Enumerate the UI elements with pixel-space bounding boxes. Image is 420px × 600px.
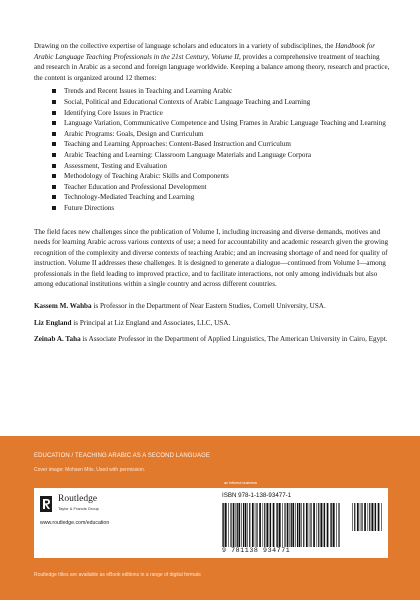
ebook-note: Routledge titles are available as eBook editions in a range of digital formats bbox=[34, 572, 201, 578]
author-name: Liz England bbox=[34, 318, 72, 327]
theme-item: Arabic Teaching and Learning: Classroom Language Materials and Language Corpora bbox=[52, 150, 390, 161]
theme-item: Methodology of Teaching Arabic: Skills and Components bbox=[52, 171, 390, 182]
routledge-logo-icon bbox=[40, 496, 52, 512]
author-name: Kassem M. Wahba bbox=[34, 302, 92, 311]
book-title: Handbook for Arabic Language Teaching Professionals in the 21st Century, Volume II bbox=[34, 42, 376, 61]
author-bio bbox=[34, 318, 390, 329]
intro-paragraph bbox=[34, 41, 390, 83]
themes-list bbox=[52, 86, 390, 213]
author-bio bbox=[34, 301, 390, 312]
back-cover-text bbox=[34, 41, 390, 345]
author-bio-text: is Professor in the Department of Near Eastern Studies, Cornell University, USA. bbox=[91, 302, 326, 311]
publisher-name: Routledge bbox=[58, 494, 98, 504]
challenge-paragraph: The field faces new challenges since the publication of Volume I, including increasing and diverse demands, motives and needs for learning Arabic across various contexts of use; a need for accountability and academic research given the growing recognition of the complexity and diverse contexts of teaching Arabic; and an increasing shortage of and need for quality of instruction. Volume II addresses these challenges. It is designed to generate a dialogue—continued from Volume I—among professionals in the field leading to improved practice, and to facilitate interactions, not only among individuals but also among educational institutions within a single country and across different countries. bbox=[34, 227, 389, 289]
theme-item: Social, Political and Educational Contexts of Arabic Language Teaching and Learning bbox=[52, 97, 390, 108]
barcode-digits: 9 781138 934771 bbox=[222, 547, 291, 554]
author-bio bbox=[34, 334, 390, 345]
author-name: Zeinab A. Taha bbox=[34, 335, 81, 344]
cover-credit: Cover image: Mohsen Mits. Used with permission. bbox=[34, 467, 146, 473]
informa-tag: an informa business bbox=[224, 481, 258, 485]
author-bio-text: is Principal at Liz England and Associates, LLC, USA. bbox=[71, 318, 231, 327]
intro-text-end: , provides a comprehensive treatment of teaching and research in Arabic as a second and foreign language worldwide. Keeping a balance among theory, research and practice, the content is organized around 12 themes: bbox=[34, 52, 390, 82]
publisher-band bbox=[0, 436, 420, 600]
publisher-group: Taylor & Francis Group bbox=[58, 506, 99, 511]
theme-item: Teaching and Learning Approaches: Content-Based Instruction and Curriculum bbox=[52, 139, 390, 150]
theme-item: Technology-Mediated Teaching and Learning bbox=[52, 192, 390, 203]
theme-item: Future Directions bbox=[52, 203, 390, 214]
isbn-label: ISBN 978-1-138-93477-1 bbox=[222, 492, 292, 499]
theme-item: Trends and Recent Issues in Teaching and Learning Arabic bbox=[52, 86, 390, 97]
publisher-info-box bbox=[34, 488, 388, 558]
theme-item: Arabic Programs: Goals, Design and Curriculum bbox=[52, 129, 390, 140]
theme-item: Teacher Education and Professional Development bbox=[52, 182, 390, 193]
publisher-url[interactable]: www.routledge.com/education bbox=[40, 520, 110, 526]
subject-category: EDUCATION / TEACHING ARABIC AS A SECOND LANGUAGE bbox=[34, 453, 210, 459]
price-barcode-icon bbox=[352, 503, 382, 531]
intro-text-start: Drawing on the collective expertise of language scholars and educators in a variety of subdisciplines, the bbox=[34, 42, 336, 50]
author-bio-text: is Associate Professor in the Department of Applied Linguistics, The American University in Cairo, Egypt. bbox=[80, 335, 388, 344]
theme-item: Identifying Core Issues in Practice bbox=[52, 108, 390, 119]
barcode-icon bbox=[222, 503, 340, 547]
theme-item: Language Variation, Communicative Competence and Using Frames in Arabic Language Teaching and Learning bbox=[52, 118, 390, 129]
theme-item: Assessment, Testing and Evaluation bbox=[52, 161, 390, 172]
